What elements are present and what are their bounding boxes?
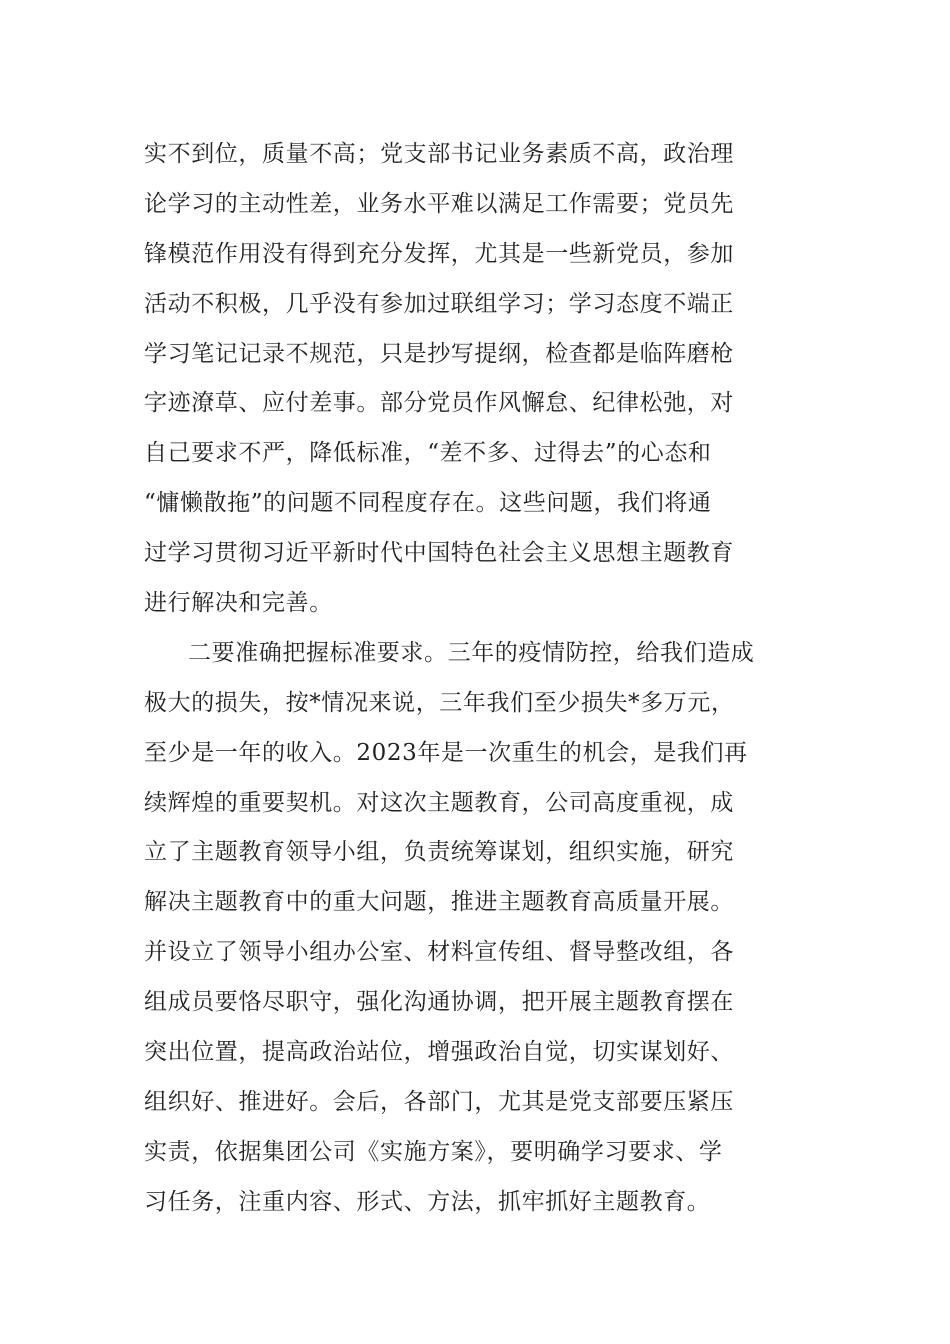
document-body — [144, 130, 814, 1228]
text-line: 学习笔记记录不规范，只是抄写提纲，检查都是临阵磨枪 — [144, 340, 734, 367]
text-line: 实不到位，质量不高；党支部书记业务素质不高，政治理 — [144, 141, 734, 167]
text-line: 组成员要恪尽职守，强化沟通协调，把开展主题教育摆在 — [144, 989, 734, 1016]
text-line: 习任务，注重内容、形式、方法，抓牢抓好主题教育。 — [144, 1188, 711, 1215]
text-line: 过学习贯彻习近平新时代中国特色社会主义思想主题教育 — [144, 540, 734, 567]
text-line: 二要准确把握标准要求。三年的疫情防控，给我们造成 — [188, 639, 755, 666]
text-line: 续辉煌的重要契机。对这次主题教育，公司高度重视，成 — [144, 789, 734, 816]
text-line: 至少是一年的收入。2023年是一次重生的机会，是我们再 — [144, 739, 748, 766]
text-line: 立了主题教育领导小组，负责统筹谋划，组织实施，研究 — [144, 839, 734, 866]
text-line: 解决主题教育中的重大问题，推进主题教育高质量开展。 — [144, 889, 734, 916]
text-line: 锋模范作用没有得到充分发挥，尤其是一些新党员，参加 — [144, 240, 734, 267]
paragraph-1 — [144, 130, 814, 629]
text-line: 实责，依据集团公司《实施方案》，要明确学习要求、学 — [144, 1138, 723, 1165]
text-line: 字迹潦草、应付差事。部分党员作风懈怠、纪律松弛，对 — [144, 390, 734, 417]
paragraph-2 — [144, 629, 814, 1228]
text-line: 并设立了领导小组办公室、材料宣传组、督导整改组，各 — [144, 939, 734, 966]
text-line: 进行解决和完善。 — [144, 590, 333, 617]
text-line: 活动不积极，几乎没有参加过联组学习；学习态度不端正 — [144, 290, 734, 317]
text-line: 突出位置，提高政治站位，增强政治自觉，切实谋划好、 — [144, 1039, 734, 1066]
text-line: 论学习的主动性差，业务水平难以满足工作需要；党员先 — [144, 190, 734, 217]
text-line: “慵懒散拖”的问题不同程度存在。这些问题，我们将通 — [144, 490, 712, 517]
text-line: 组织好、推进好。会后，各部门，尤其是党支部要压紧压 — [144, 1088, 734, 1115]
text-line: 极大的损失，按*情况来说，三年我们至少损失*多万元， — [144, 689, 735, 716]
text-line: 自己要求不严，降低标准，“差不多、过得去”的心态和 — [144, 440, 712, 467]
